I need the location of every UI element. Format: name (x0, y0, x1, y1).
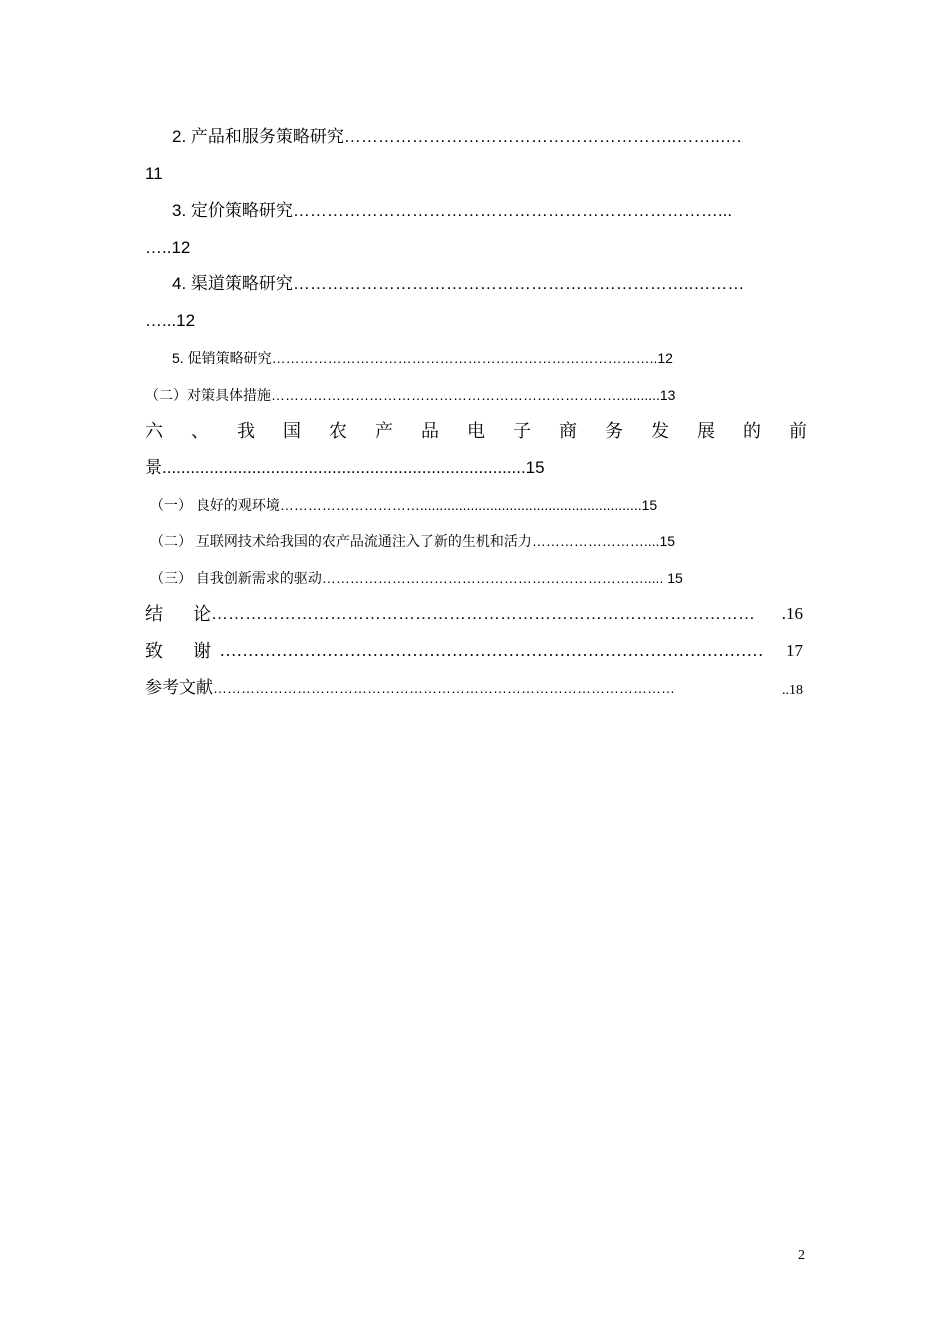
toc-entry-page-11: 11 (145, 164, 163, 183)
toc-entry-promotion: 5. 促销策略研究………………………………………………………………………..12 (172, 350, 673, 366)
toc-entry-prospect: 景.............................................................................15 (145, 458, 545, 477)
heading-char: 展 (697, 421, 715, 441)
entry-page: ..18 (782, 683, 803, 698)
toc-entry-channel: 4. 渠道策略研究……………………………………………………………..……… (172, 274, 745, 293)
heading-char: 发 (651, 421, 669, 441)
toc-entry-environment: （一） 良好的观环境………………………….........................................................15 (150, 497, 658, 513)
toc-entry-conclusion (145, 603, 803, 625)
entry-label: 致 谢 (145, 641, 212, 661)
entry-label: 参考文献 (145, 678, 213, 697)
heading-char: 我 (237, 421, 255, 441)
heading-char: 的 (743, 421, 761, 441)
toc-entry-page-12b: …...12 (145, 311, 196, 330)
page-number: 2 (798, 1248, 805, 1263)
heading-char: 商 (559, 421, 577, 441)
heading-char: 产 (375, 421, 393, 441)
heading-char: 前 (789, 421, 807, 441)
heading-char: 国 (283, 421, 301, 441)
dot-leader: …………………………………………………………………………………… (211, 641, 764, 660)
toc-entry-acknowledgement (145, 640, 803, 662)
toc-entry-product-service: 2. 产品和服务策略研究…………………………………………………..……..…. (172, 127, 742, 146)
heading-char: 、 (191, 421, 209, 441)
toc-entry-internet: （二） 互联网技术给我国的农产品流通注入了新的生机和活力……………………....15 (150, 533, 676, 549)
heading-char: 务 (605, 421, 623, 441)
dot-leader: …………………………………………………………………………………… (211, 604, 756, 623)
heading-char: 电 (467, 421, 485, 441)
heading-char: 农 (329, 421, 347, 441)
toc-entry-references (145, 677, 803, 702)
dot-leader: ……………………………………………………………………………………… (213, 680, 675, 696)
toc-entry-pricing: 3. 定价策略研究…………………………………………………………………... (172, 201, 733, 220)
heading-char: 六 (145, 421, 163, 441)
entry-label: 结 论 (145, 604, 212, 624)
toc-entry-innovation: （三） 自我创新需求的驱动……………………………………………………………..... 15 (150, 570, 683, 586)
toc-entry-page-12a: …..12 (145, 238, 191, 257)
entry-page: .16 (781, 604, 803, 623)
heading-char: 品 (421, 421, 439, 441)
toc-entry-measures: （二）对策具体措施…………………………………………………………………..........13 (145, 387, 676, 403)
toc-heading-six (145, 420, 807, 442)
heading-char: 子 (513, 421, 531, 441)
entry-page: 17 (786, 641, 803, 660)
